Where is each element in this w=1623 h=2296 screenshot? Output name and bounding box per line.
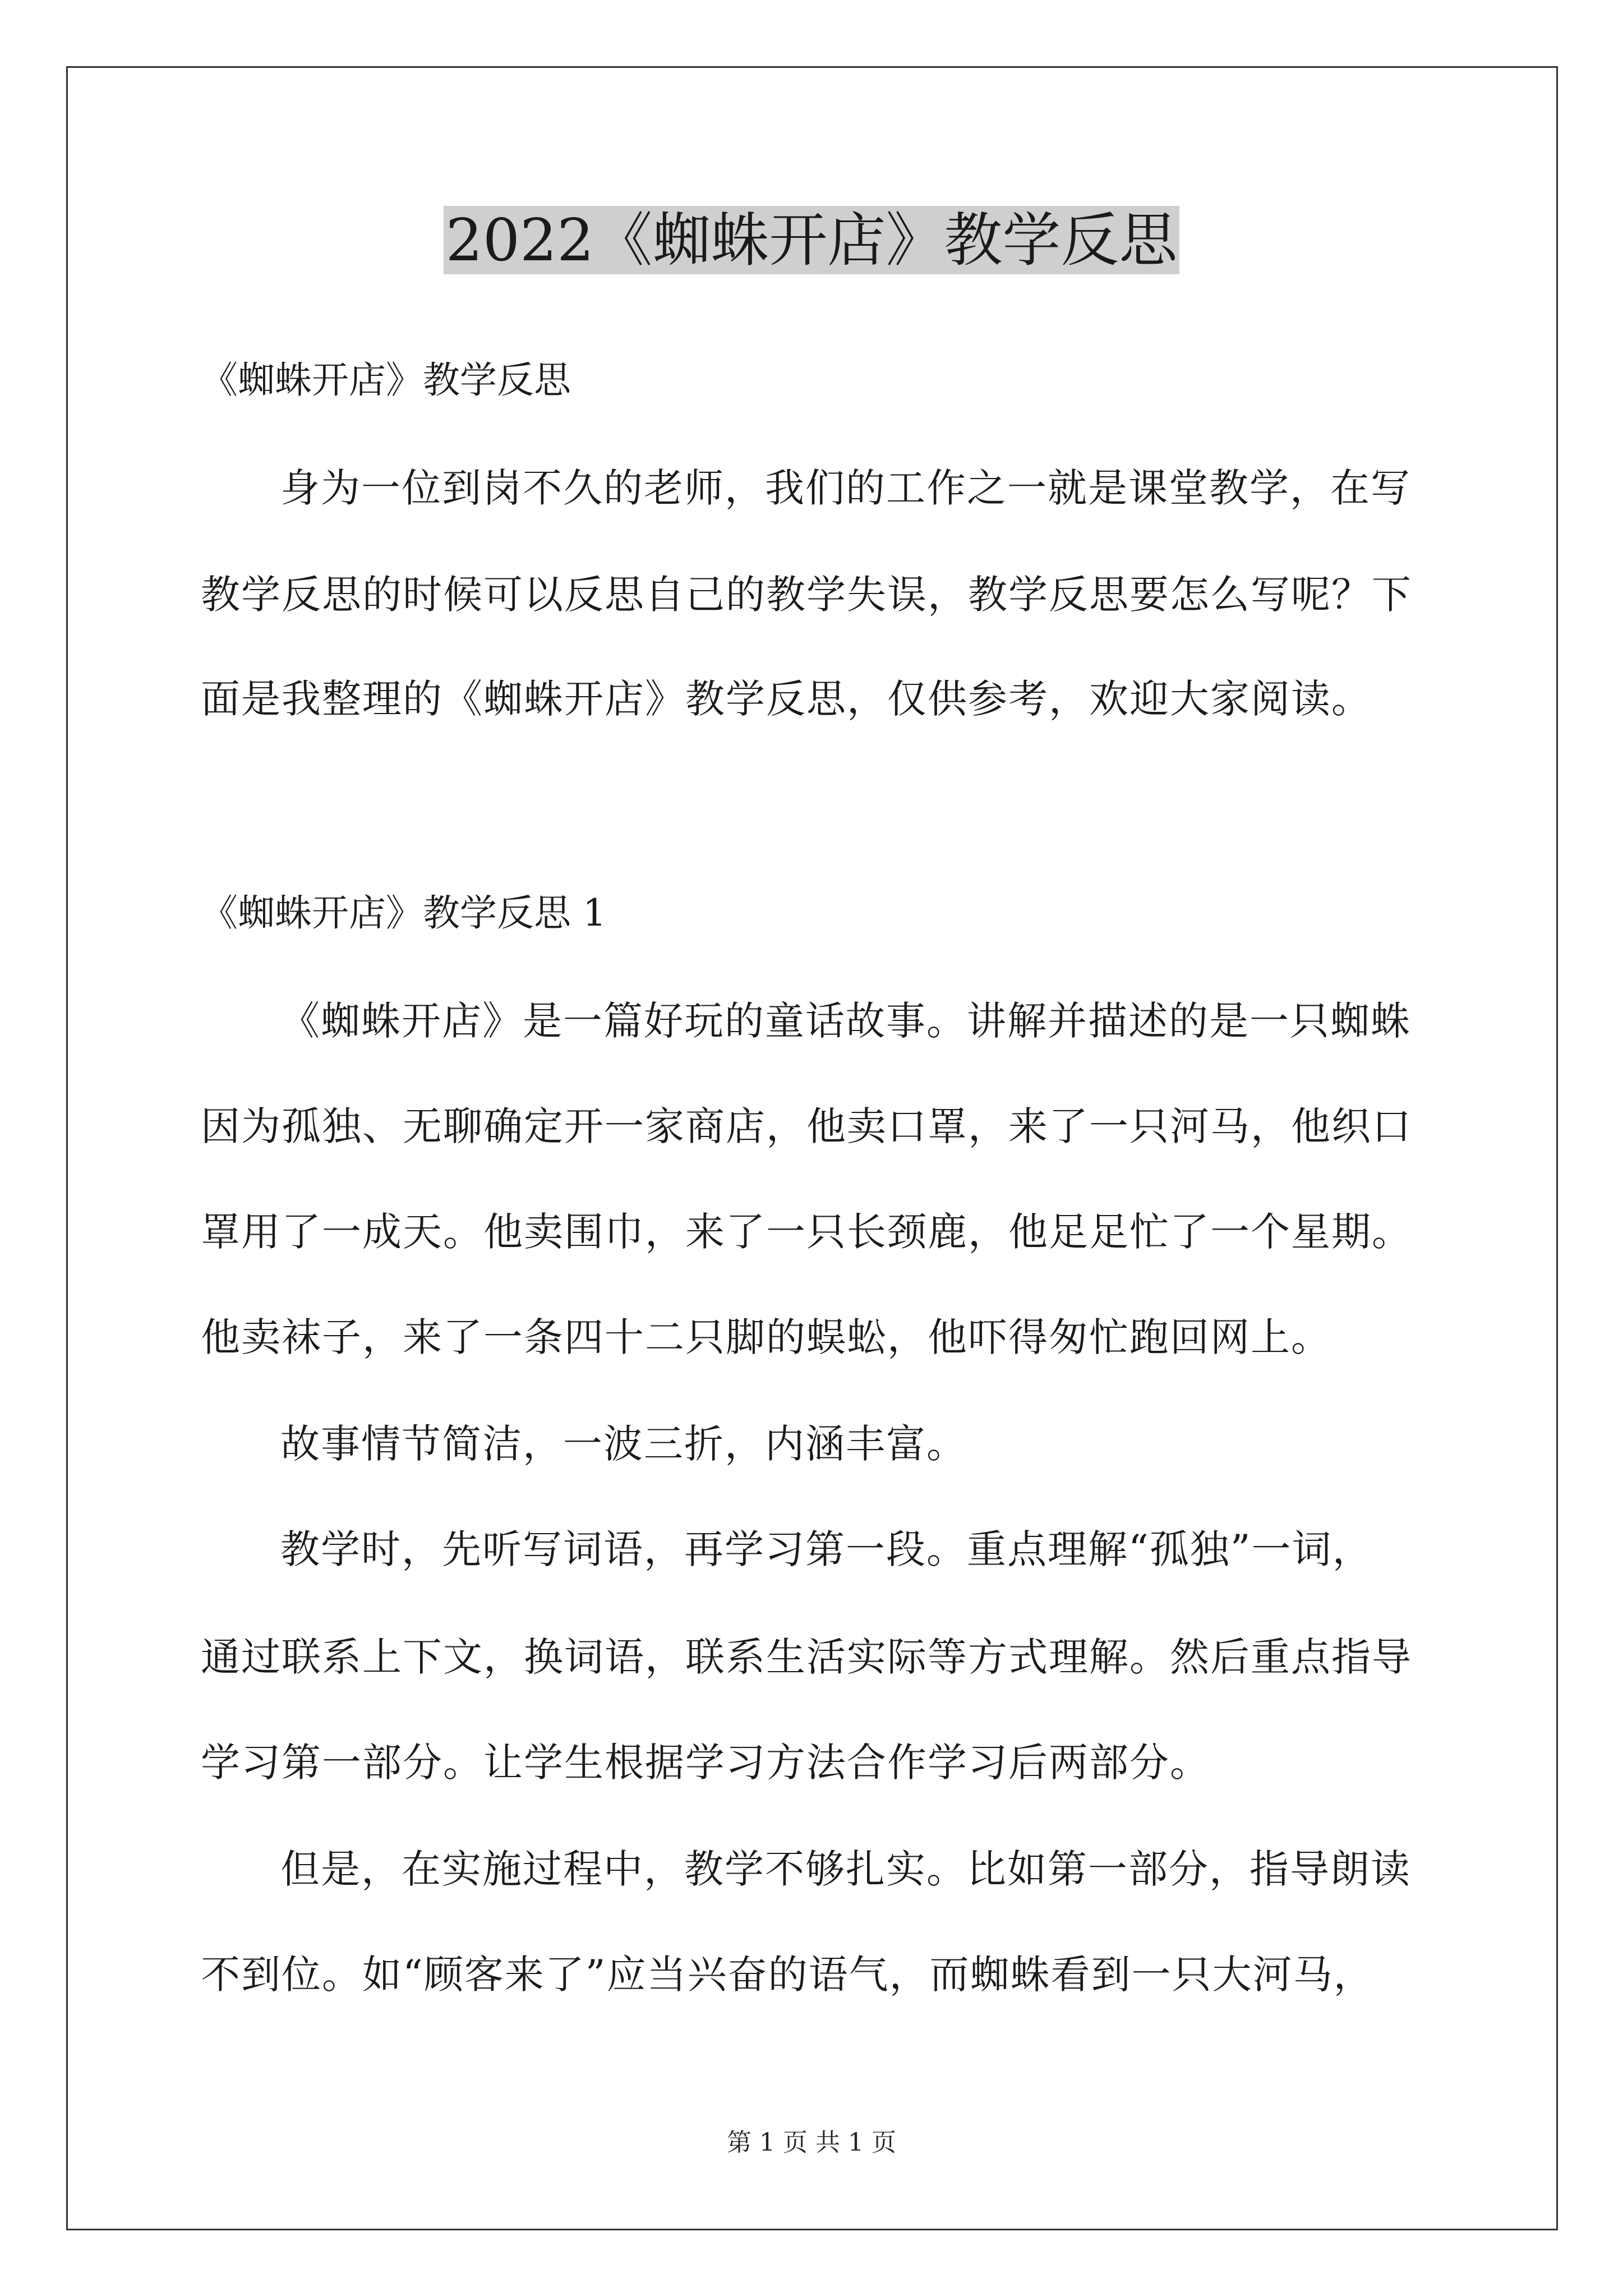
document-title (0, 201, 1623, 279)
section1-line-5: 故事情节简洁，一波三折，内涵丰富。 (280, 1421, 967, 1467)
section1-line-1: 《蜘蛛开店》是一篇好玩的童话故事。讲解并描述的是一只蜘蛛 (280, 998, 1411, 1044)
section1-line-4: 他卖袜子，来了一条四十二只脚的蜈蚣，他吓得匆忙跑回网上。 (201, 1314, 1331, 1360)
intro-heading: 《蜘蛛开店》教学反思 (201, 358, 571, 402)
document-title-text: 2022《蜘蛛开店》教学反思 (444, 206, 1180, 274)
intro-line-2: 教学反思的时候可以反思自己的教学失误，教学反思要怎么写呢？下 (201, 572, 1412, 618)
section1-line-6: 教学时，先听写词语，再学习第一段。重点理解“孤独”一词， (280, 1526, 1373, 1572)
section1-line-9: 但是，在实施过程中，教学不够扎实。比如第一部分，指导朗读 (280, 1846, 1411, 1892)
page-footer: 第 1 页 共 1 页 (727, 2128, 896, 2157)
section1-line-3: 罩用了一成天。他卖围巾，来了一只长颈鹿，他足足忙了一个星期。 (201, 1209, 1412, 1255)
section1-line-10: 不到位。如“顾客来了”应当兴奋的语气，而蜘蛛看到一只大河马， (201, 1952, 1374, 1998)
section1-heading: 《蜘蛛开店》教学反思 1 (201, 891, 606, 935)
intro-line-3: 面是我整理的《蜘蛛开店》教学反思，仅供参考，欢迎大家阅读。 (201, 676, 1372, 722)
section1-line-2: 因为孤独、无聊确定开一家商店，他卖口罩，来了一只河马，他织口 (201, 1103, 1412, 1149)
section1-line-8: 学习第一部分。让学生根据学习方法合作学习后两部分。 (201, 1740, 1210, 1786)
intro-line-1: 身为一位到岗不久的老师，我们的工作之一就是课堂教学，在写 (280, 465, 1411, 511)
section1-line-7: 通过联系上下文，换词语，联系生活实际等方式理解。然后重点指导 (201, 1634, 1412, 1680)
